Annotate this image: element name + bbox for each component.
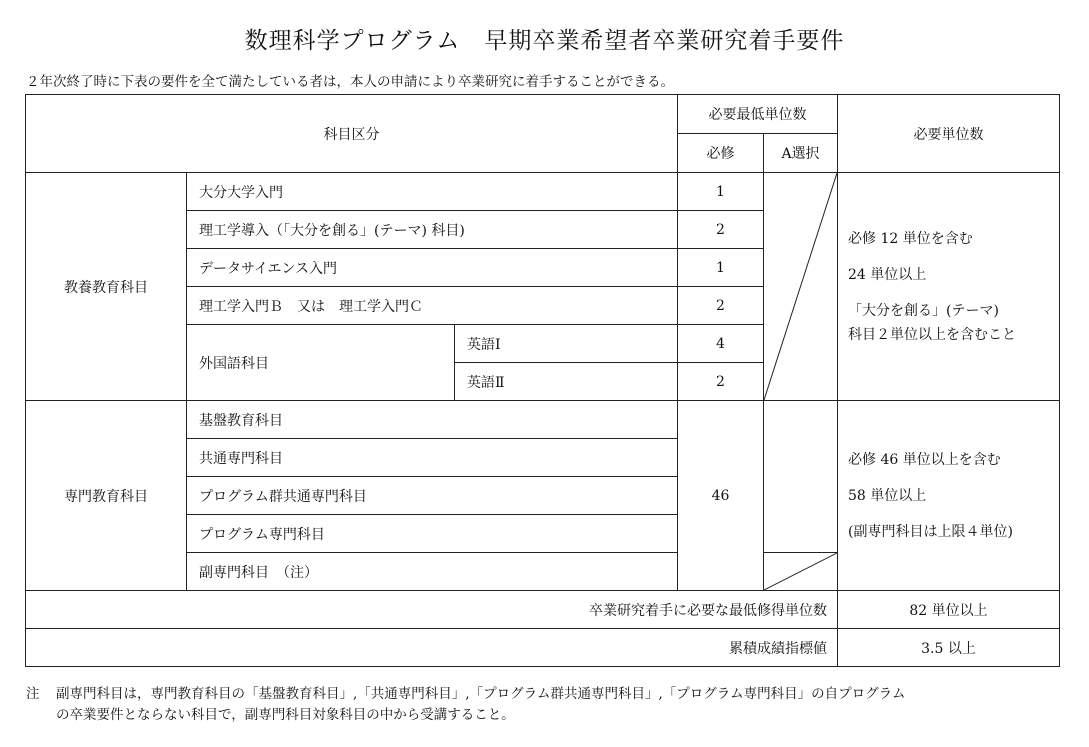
header-needed-units: 必要単位数 — [838, 95, 1060, 173]
summary-row — [26, 629, 1060, 667]
footnote-line: の卒業要件とならない科目で，副専門科目対象科目の中から受講すること。 — [56, 707, 515, 723]
requirement-line: 必修 46 単位以上を含む — [848, 451, 1001, 468]
requirement-line: 58 単位以上 — [848, 487, 927, 504]
course-name: 基盤教育科目 — [187, 401, 678, 439]
summary-label: 卒業研究着手に必要な最低修得単位数 — [26, 591, 838, 629]
summary-row — [26, 591, 1060, 629]
header-a-elective: A選択 — [764, 134, 838, 173]
summary-value: 82 単位以上 — [838, 591, 1060, 629]
course-name: プログラム群共通専門科目 — [187, 477, 678, 515]
table-row — [26, 173, 1060, 211]
requirements-table — [25, 94, 1060, 667]
course-units: 2 — [678, 287, 764, 325]
summary-label: 累積成績指標値 — [26, 629, 838, 667]
course-units: 2 — [678, 363, 764, 401]
course-name: 理工学導入（「大分を創る」(テーマ) 科目) — [187, 211, 678, 249]
course-units: 1 — [678, 173, 764, 211]
liberal-a-elective-empty — [764, 173, 838, 401]
foreign-language-label: 外国語科目 — [187, 325, 455, 401]
course-name: 理工学入門Ｂ 又は 理工学入門Ｃ — [187, 287, 678, 325]
footnote-mark: 注 — [26, 686, 40, 702]
diagonal-slash — [764, 553, 837, 590]
specialized-a-elective-empty — [764, 401, 838, 553]
course-name: 副専門科目 （注） — [187, 553, 678, 591]
header-min-units: 必要最低単位数 — [678, 95, 838, 134]
table-row — [26, 401, 1060, 439]
summary-value: 3.5 以上 — [838, 629, 1060, 667]
sub-major-a-elective-empty — [764, 553, 838, 591]
specialized-label: 専門教育科目 — [26, 401, 187, 591]
course-name: プログラム専門科目 — [187, 515, 678, 553]
requirement-line: (副専門科目は上限４単位) — [848, 523, 1013, 540]
intro-text: ２年次終了時に下表の要件を全て満たしている者は，本人の申請により卒業研究に着手することができる。 — [26, 74, 674, 90]
header-required: 必修 — [678, 134, 764, 173]
course-units: 4 — [678, 325, 764, 363]
specialized-units: 46 — [678, 401, 764, 591]
course-name: データサイエンス入門 — [187, 249, 678, 287]
requirement-line: 24 単位以上 — [848, 266, 927, 283]
diagonal-slash — [764, 173, 837, 400]
liberal-requirement — [838, 173, 1060, 401]
header-row — [26, 95, 1060, 134]
footnote — [26, 684, 905, 726]
requirement-line: 必修 12 単位を含む — [848, 230, 973, 247]
footnote-line: 副専門科目は，専門教育科目の「基盤教育科目」,「共通専門科目」,「プログラム群共通専門科目」,「プログラム専門科目」の自プログラム — [56, 686, 906, 702]
course-units: 1 — [678, 249, 764, 287]
header-category: 科目区分 — [26, 95, 678, 173]
course-units: 2 — [678, 211, 764, 249]
page-title: 数理科学プログラム 早期卒業希望者卒業研究着手要件 — [244, 28, 845, 54]
course-name: 共通専門科目 — [187, 439, 678, 477]
liberal-label: 教養教育科目 — [26, 173, 187, 401]
course-name: 英語Ⅱ — [455, 363, 678, 401]
course-name: 英語Ⅰ — [455, 325, 678, 363]
course-name: 大分大学入門 — [187, 173, 678, 211]
specialized-requirement — [838, 401, 1060, 591]
requirement-line: 科目２単位以上を含むこと — [848, 326, 1016, 343]
requirement-line: 「大分を創る」(テーマ) — [848, 302, 999, 319]
